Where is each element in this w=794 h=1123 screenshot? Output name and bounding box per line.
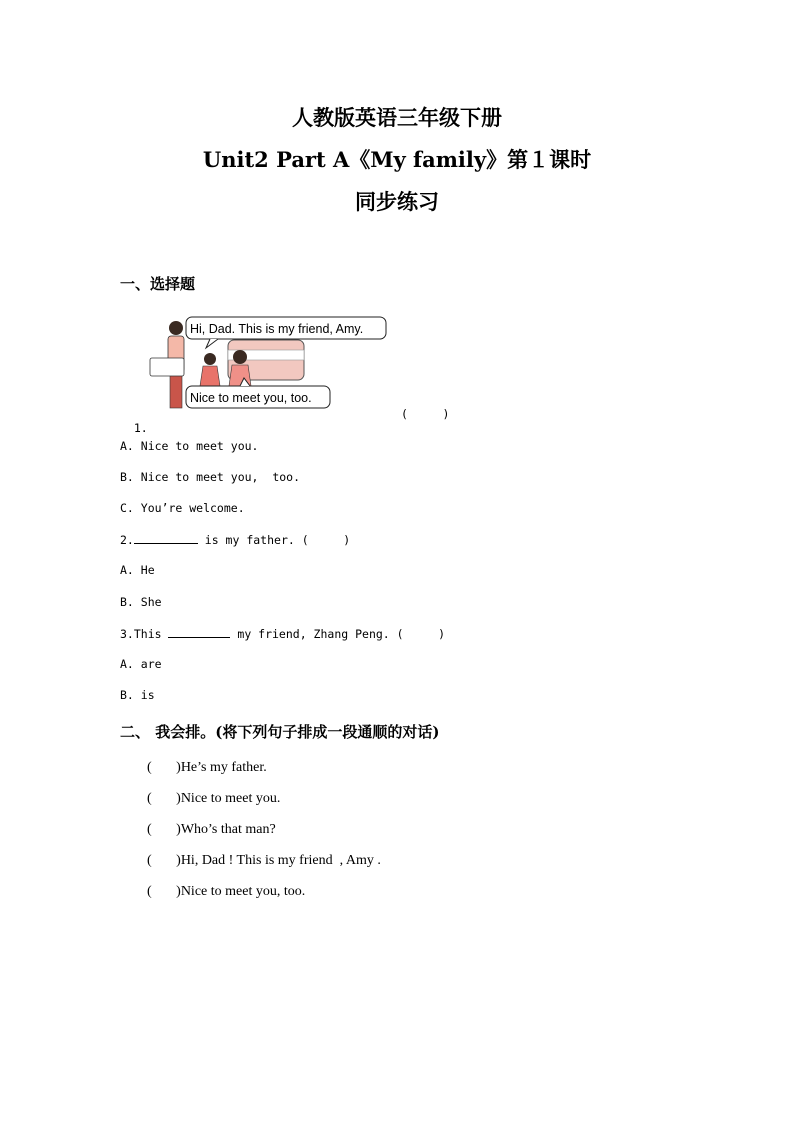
amy-head [233,350,247,364]
q1-option-c: C. You’re welcome. [120,501,245,515]
question-3-text: my friend, Zhang Peng. ( ) [230,627,446,641]
question-3 [120,626,445,641]
title-line-1: 人教版英语三年级下册 [292,105,502,130]
ordering-item-4: ( )Hi, Dad ! This is my friend , Amy . [147,853,381,868]
dialogue-illustration [148,316,390,412]
question-2-number: 2. [120,533,134,547]
dad-head [169,321,183,335]
title-line-3: 同步练习 [355,189,439,214]
q1-option-a: A. Nice to meet you. [120,439,259,453]
question-1-number: 1. [133,421,148,435]
speech-bubble-bottom-text: Nice to meet you, too. [190,391,312,405]
question-1-answer-paren: ( ) [401,407,450,421]
speech-bubble-top-text: Hi, Dad. This is my friend, Amy. [190,322,364,336]
title-line-2: Unit2 Part A《My family》第１课时 [202,147,592,172]
q3-option-a: A. are [120,657,162,671]
q1-option-b: B. Nice to meet you, too. [120,470,301,484]
question-2 [120,532,350,547]
answer-blank [168,626,230,638]
girl-head [204,353,216,365]
section-2-heading: 二、 我会排。(将下列句子排成一段通顺的对话) [120,723,440,741]
question-2-text: is my father. ( ) [197,533,351,547]
section-1-heading: 一、选择题 [120,275,196,293]
blank-speech-bubble [150,358,184,376]
ordering-item-2: ( )Nice to meet you. [147,791,281,806]
q2-option-b: B. She [120,595,162,609]
ordering-item-5: ( )Nice to meet you, too. [147,884,306,899]
ordering-item-1: ( )He’s my father. [147,760,267,775]
answer-blank [134,532,198,544]
question-3-prefix: 3.This [120,627,169,641]
q2-option-a: A. He [120,563,155,577]
q3-option-b: B. is [120,688,155,702]
question-1 [120,407,148,435]
ordering-item-3: ( )Who’s that man? [147,822,276,837]
